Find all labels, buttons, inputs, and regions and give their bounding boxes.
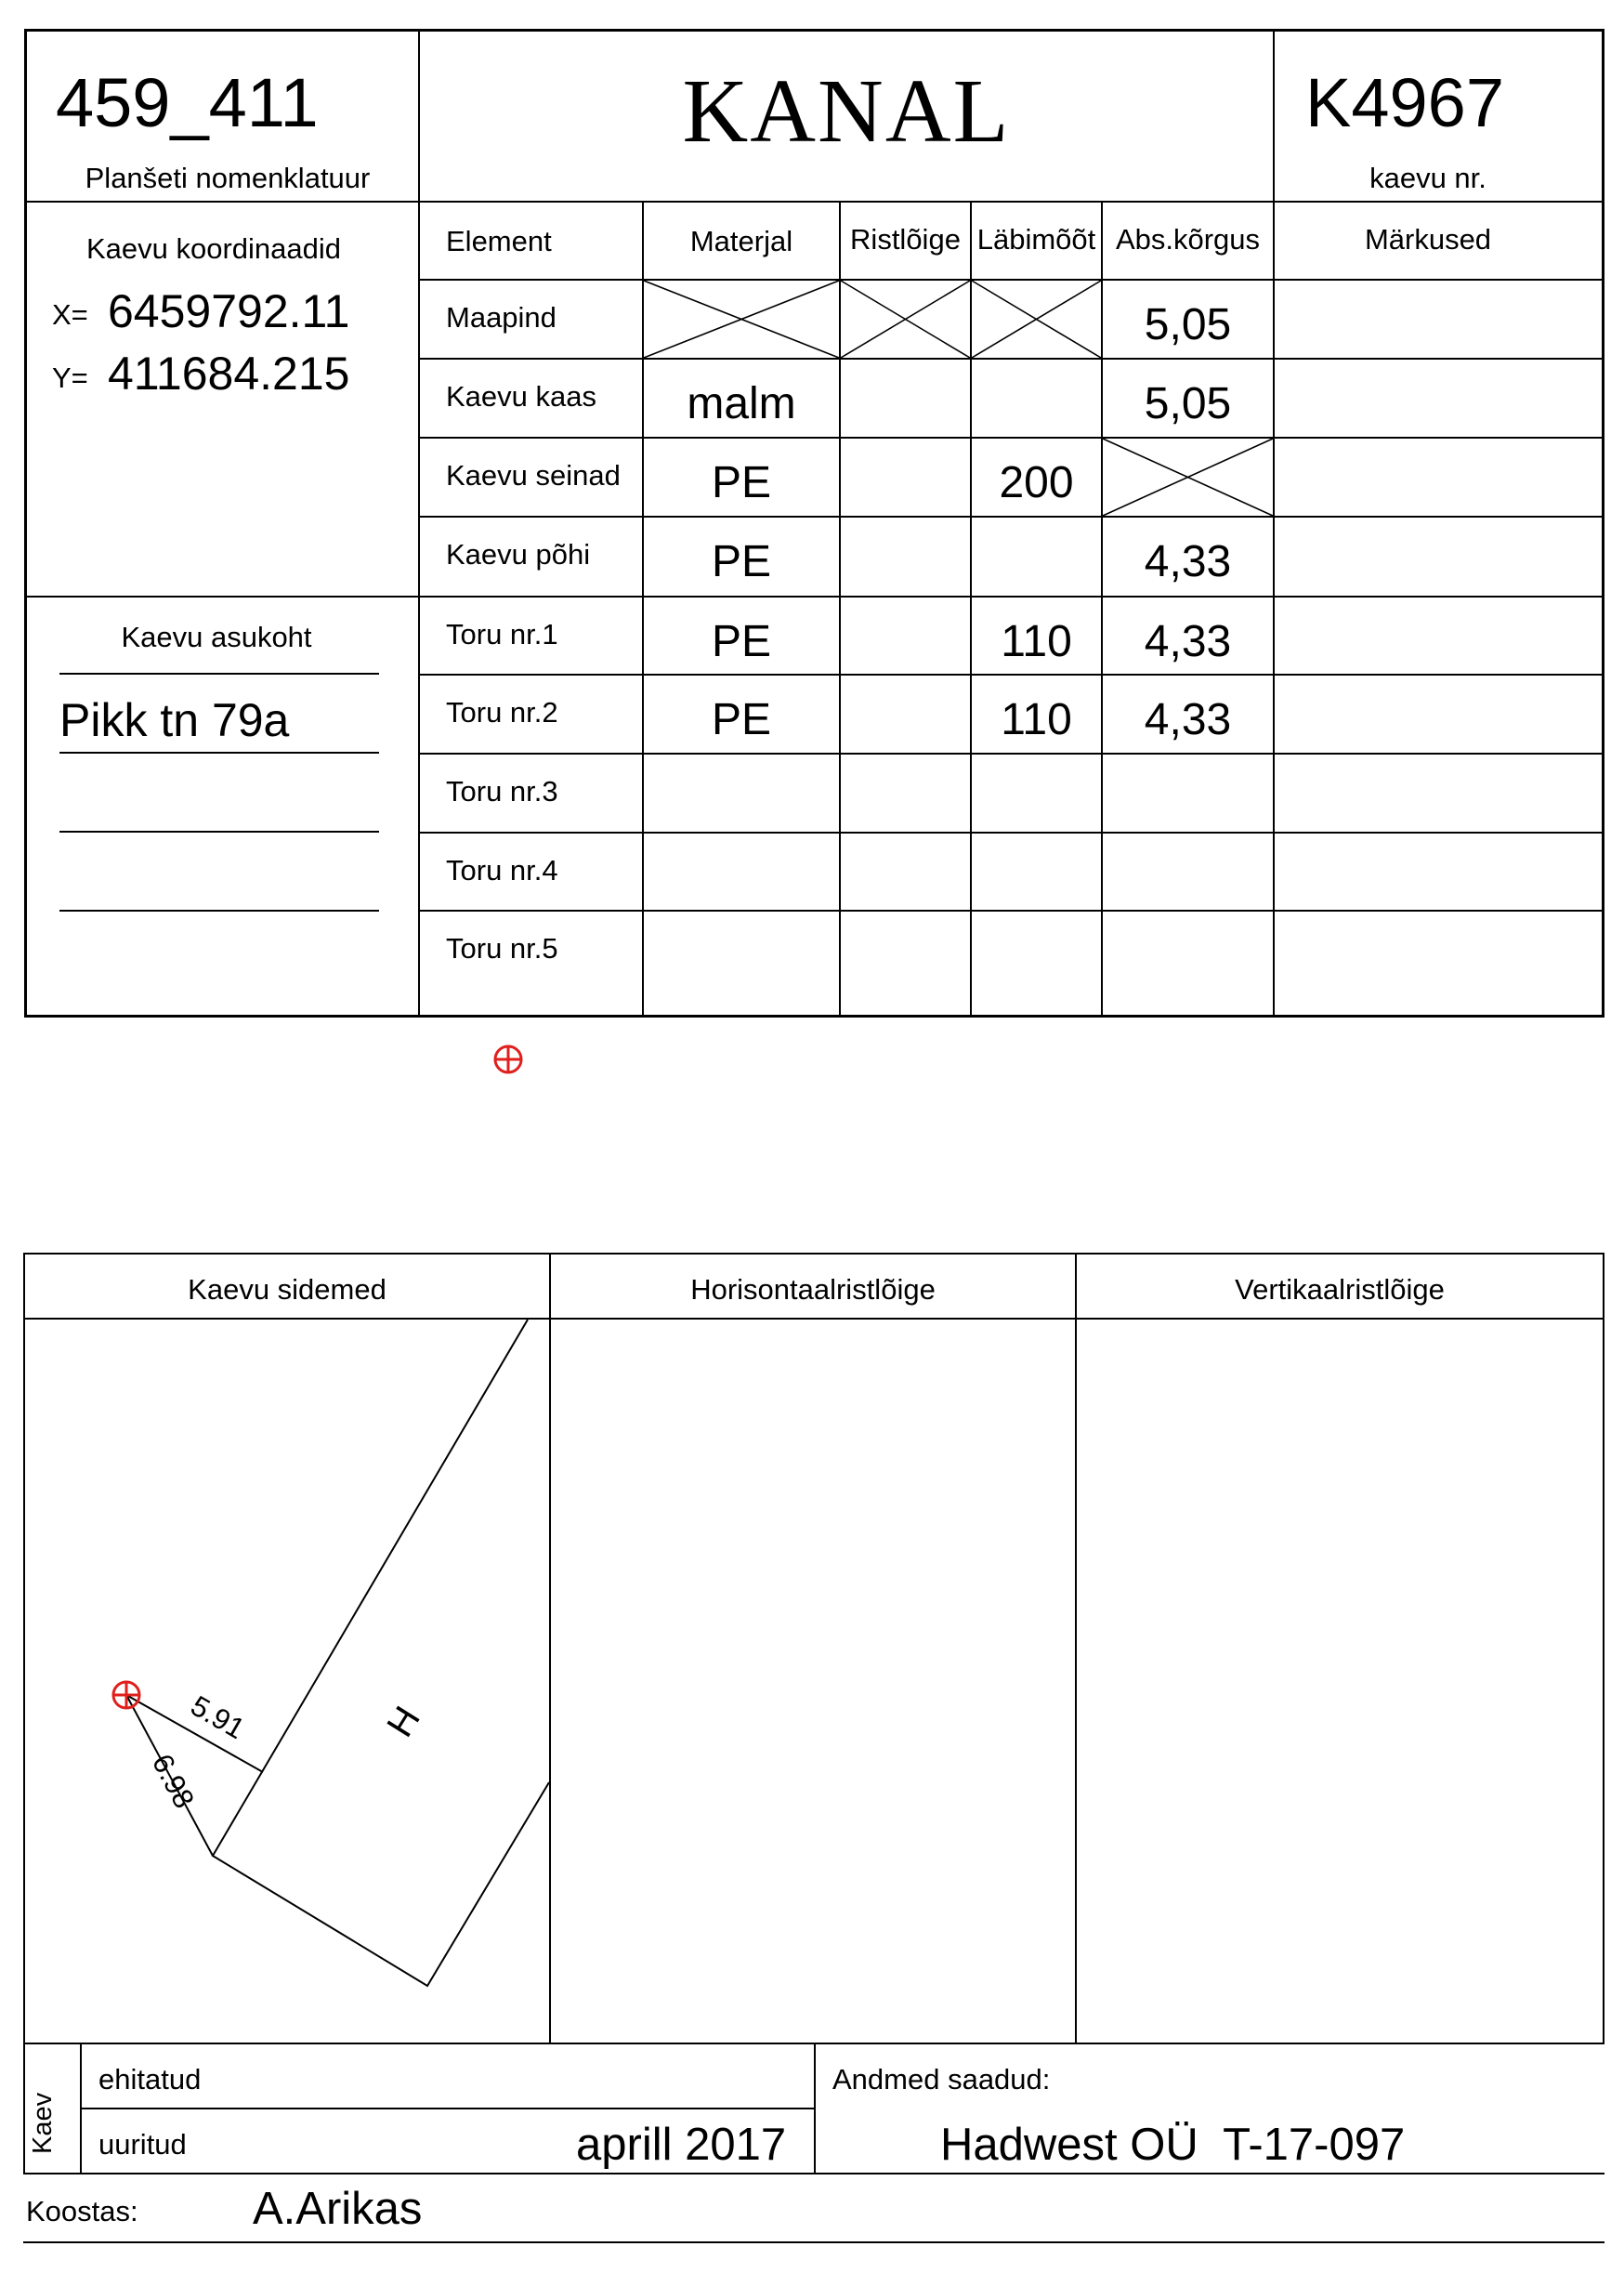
cell-material: PE xyxy=(711,457,772,507)
panel-vertical-title: Vertikaalristlõige xyxy=(1235,1273,1445,1306)
cell-material: PE xyxy=(711,694,772,744)
y-value: 411684.215 xyxy=(108,348,350,400)
header-cross-section: Ristlõige xyxy=(850,223,961,256)
built-label: ehitatud xyxy=(98,2063,202,2096)
location-line-1: Pikk tn 79a xyxy=(59,694,290,746)
x-label: X= xyxy=(52,298,88,331)
composed-value: A.Arikas xyxy=(253,2184,423,2234)
panel-horizontal-title: Horisontaalristlõige xyxy=(690,1273,936,1306)
y-label: Y= xyxy=(52,361,88,394)
cell-element: Kaevu põhi xyxy=(446,538,591,572)
well-number-value: K4967 xyxy=(1305,64,1504,141)
cell-abs-height: 5,05 xyxy=(1144,299,1232,349)
data-source-value: Hadwest OÜ T-17-097 xyxy=(940,2120,1406,2170)
cell-abs-height: 4,33 xyxy=(1144,616,1232,666)
panel-ties-title: Kaevu sidemed xyxy=(188,1273,386,1306)
well-marker-sketch xyxy=(113,1682,139,1708)
cell-diameter: 200 xyxy=(999,457,1074,507)
cell-element: Maapind xyxy=(446,301,557,335)
dimension-label-1: 5.91 xyxy=(185,1688,251,1746)
cell-element: Kaevu kaas xyxy=(446,380,596,414)
surveyed-date: aprill 2017 xyxy=(576,2120,787,2170)
nomenclature-label: Planšeti nomenklatuur xyxy=(85,162,371,194)
surveyed-label: uuritud xyxy=(98,2128,187,2161)
cell-element: Toru nr.1 xyxy=(446,618,558,651)
header-element: Element xyxy=(446,225,552,257)
coordinates-label: Kaevu koordinaadid xyxy=(85,232,342,265)
cell-element: Toru nr.5 xyxy=(446,932,558,966)
cell-element: Toru nr.4 xyxy=(446,854,558,887)
header-abs-height: Abs.kõrgus xyxy=(1115,223,1261,256)
location-label: Kaevu asukoht xyxy=(121,621,312,653)
side-label: Kaev xyxy=(28,2092,58,2154)
nomenclature-value: 459_411 xyxy=(56,64,319,141)
cell-diameter: 110 xyxy=(1001,616,1072,666)
header-notes: Märkused xyxy=(1364,223,1492,256)
cell-element: Toru nr.2 xyxy=(446,696,558,729)
composed-label: Koostas: xyxy=(26,2195,138,2227)
cell-abs-height: 4,33 xyxy=(1144,536,1232,586)
page-title: KANAL xyxy=(682,61,1011,162)
cell-material: PE xyxy=(711,616,772,666)
x-value: 6459792.11 xyxy=(108,285,350,337)
cell-element: Toru nr.3 xyxy=(446,775,558,808)
cell-abs-height: 5,05 xyxy=(1144,378,1232,428)
cell-abs-height: 4,33 xyxy=(1144,694,1232,744)
cell-element: Kaevu seinad xyxy=(446,459,621,493)
dimension-label-2: 6.98 xyxy=(145,1748,202,1814)
cell-material: PE xyxy=(711,536,772,586)
header-diameter: Läbimõõt xyxy=(976,223,1096,256)
header-material: Materjal xyxy=(689,225,793,257)
cell-material: malm xyxy=(687,378,796,428)
well-number-label: kaevu nr. xyxy=(1369,162,1486,194)
building-mark: H xyxy=(379,1699,428,1744)
cell-diameter: 110 xyxy=(1001,694,1072,744)
data-source-label: Andmed saadud: xyxy=(832,2063,1051,2096)
